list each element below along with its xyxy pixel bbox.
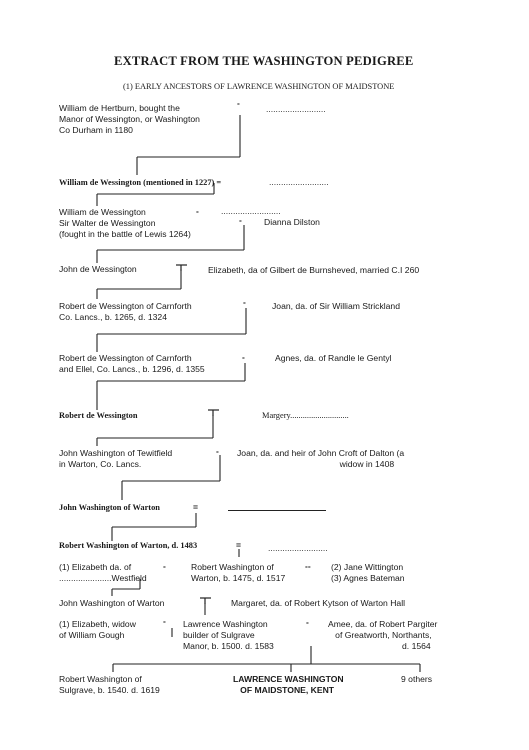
marriage-mark: - — [243, 297, 246, 307]
spouse-margaret-kytson: Margaret, da. of Robert Kytson of Warton Hall — [231, 598, 406, 608]
entry-robert-de-wessington-1296: Robert de Wessington of Carnforth and Ellel, Co. Lancs., b. 1296, d. 1355 — [59, 353, 205, 374]
entry-robert-de-wessington: Robert de Wessington — [59, 411, 138, 420]
entry-william-de-wessington: William de Wessington (mentioned in 1227) = — [59, 178, 222, 187]
marriage-mark: - — [163, 561, 166, 571]
entry-robert-de-wessington-1265: Robert de Wessington of Carnforth Co. Lancs., b. 1265, d. 1324 — [59, 301, 192, 322]
marriage-tee-mark — [176, 264, 188, 272]
spouses-jane-wittington-agnes-bateman: (2) Jane Wittington (3) Agnes Bateman — [331, 562, 405, 583]
marriage-mark: - — [163, 616, 166, 626]
entry-sir-walter-de-wessington: William de Wessington Sir Walter de Wessington (fought in the battle of Lewis 1264) — [59, 207, 191, 239]
entry-john-washington-of-tewitfield: John Washington of Tewitfield in Warton, Co. Lancs. — [59, 448, 173, 469]
spouse-agnes-le-gentyl: Agnes, da. of Randle le Gentyl — [275, 353, 392, 363]
spouse-dianna-dilston: Dianna Dilston — [264, 217, 320, 227]
marriage-mark: - — [239, 215, 242, 225]
spouse-joan-strickland: Joan, da. of Sir William Strickland — [272, 301, 400, 311]
spouse-elizabeth-de-burnsheved: Elizabeth, da of Gilbert de Burnsheved, married C.I 260 — [208, 265, 420, 275]
marriage-tee-mark — [200, 597, 212, 605]
entry-john-washington-of-warton: John Washington of Warton — [59, 503, 160, 512]
marriage-mark: - — [196, 206, 199, 216]
entry-lawrence-washington-of-maidstone: LAWRENCE WASHINGTON OF MAIDSTONE, KENT — [233, 674, 344, 695]
marriage-mark: = — [236, 540, 242, 550]
spouse-unknown: ......................... — [268, 543, 328, 553]
marriage-mark: - — [242, 352, 245, 362]
entry-robert-washington-of-warton: Robert Washington of Warton, d. 1483 — [59, 541, 198, 550]
document-subtitle: (1) EARLY ANCESTORS OF LAWRENCE WASHINGTON OF MAIDSTONE — [123, 82, 395, 91]
marriage-mark: - — [306, 617, 309, 627]
spouse-joan-croft: Joan, da. and heir of John Croft of Dalton (a widow in 1408 — [237, 448, 405, 469]
spouse-amee-pargiter: Amee, da. of Robert Pargiter of Greatworth, Northants, d. 1564 — [328, 619, 438, 651]
spouse-unknown: ......................... — [269, 177, 329, 187]
spouse-margery: Margery............................ — [262, 411, 349, 420]
spouse-unknown: ......................... — [266, 104, 326, 114]
document-title: EXTRACT FROM THE WASHINGTON PEDIGREE — [114, 54, 414, 68]
marriage-tee-mark — [208, 409, 220, 417]
entry-william-de-hertburn: William de Hertburn, bought the Manor of Wessington, or Washington Co Durham in 1180 — [59, 103, 200, 135]
spouse-elizabeth-gough: (1) Elizabeth, widow of William Gough — [59, 619, 136, 640]
marriage-mark: = — [193, 502, 199, 512]
spouse-elizabeth-westfield: (1) Elizabeth da. of ......................Westfield — [59, 562, 147, 583]
entry-john-washington-of-warton-2: John Washington of Warton — [59, 598, 165, 608]
entry-robert-washington-of-sulgrave: Robert Washington of Sulgrave, b. 1540. d. 1619 — [59, 674, 160, 695]
marriage-mark: - — [216, 446, 219, 456]
marriage-mark: - — [237, 98, 240, 108]
spouse-blank-line — [228, 510, 326, 511]
entry-john-de-wessington: John de Wessington — [59, 264, 137, 274]
entry-lawrence-washington-of-sulgrave: Lawrence Washington builder of Sulgrave Manor, b. 1500. d. 1583 — [183, 619, 274, 651]
entry-robert-washington-1475: Robert Washington of Warton, b. 1475, d. 1517 — [191, 562, 286, 583]
entry-nine-others: 9 others — [401, 674, 433, 684]
marriage-mark: -- — [305, 561, 311, 571]
spouse-unknown: ......................... — [221, 206, 281, 216]
